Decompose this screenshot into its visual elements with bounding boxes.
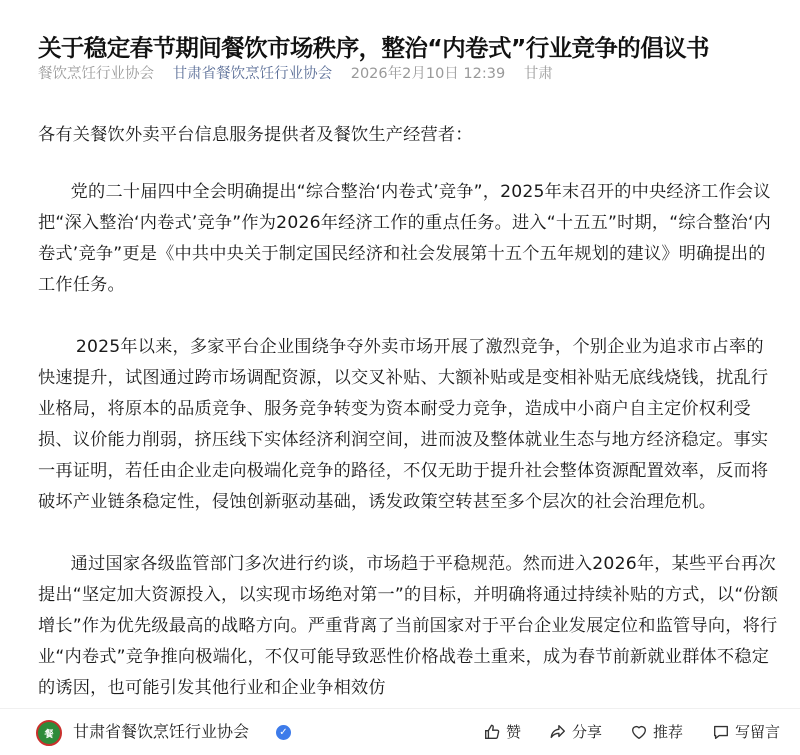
verified-icon: ✓ <box>276 725 291 740</box>
comment-label: 写留言 <box>735 723 781 741</box>
article-meta <box>38 63 567 85</box>
like-label: 赞 <box>506 723 522 741</box>
share-label: 分享 <box>572 723 603 741</box>
comment-button[interactable] <box>712 721 780 743</box>
share-button[interactable] <box>549 721 602 743</box>
article-paragraph-1: 党的二十届四中全会明确提出“综合整治‘内卷式’竞争”，2025年末召开的中央经济工作会议把“深入整治‘内卷式’竞争”作为2026年经济工作的重点任务。进入“十五五”时期，“综合整治‘内卷式’竞争”更是《中共中央关于制定国民经济和社会发展第十五个五年规划的建议》明确提出的工作任务。 <box>38 182 772 295</box>
article-body <box>38 120 780 704</box>
article-paragraph-3: 通过国家各级监管部门多次进行约谈，市场趋于平稳规范。然而进入2026年，某些平台再次提出“坚定加大资源投入，以实现市场绝对第一”的目标，并明确将通过持续补贴的方式，以“份额增长”作为优先级最高的战略方向。严重背离了当前国家对于平台企业发展定位和监管导向，将行业“内卷式”竞争推向极端化，不仅可能导致恶性价格战卷土重来，成为春节前新就业群体不稳定的诱因，也可能引发其他行业和企业争相效仿 <box>38 554 779 698</box>
author-name: 餐饮烹饪行业协会 <box>38 66 154 82</box>
account-logo[interactable]: 餐 <box>36 720 62 746</box>
article-paragraph-2: 2025年以来，多家平台企业围绕争夺外卖市场开展了激烈竞争，个别企业为追求市占率的快速提升，试图通过跨市场调配资源，以交叉补贴、大额补贴或是变相补贴无底线烧钱，扰乱行业格局，将原本的品质竞争、服务竞争转变为资本耐受力竞争，造成中小商户自主定价权利受损、议价能力削弱，挤压线下实体经济利润空间，进而波及整体就业生态与地方经济稳定。事实一再证明，若任由企业走向极端化竞争的路径，不仅无助于提升社会整体资源配置效率，反而将破坏产业链条稳定性，侵蚀创新驱动基础，诱发政策空转甚至多个层次的社会治理危机。 <box>38 337 769 512</box>
share-icon <box>549 723 567 741</box>
article-title: 关于稳定春节期间餐饮市场秩序，整治“内卷式”行业竞争的倡议书 <box>38 33 709 62</box>
recommend-label: 推荐 <box>653 723 684 741</box>
comment-icon <box>712 723 730 741</box>
article-salutation: 各有关餐饮外卖平台信息服务提供者及餐饮生产经营者： <box>38 125 473 145</box>
thumbs-up-icon <box>483 723 501 741</box>
publish-location: 甘肃 <box>523 66 553 82</box>
bottom-action-bar <box>0 708 800 755</box>
account-link[interactable]: 甘肃省餐饮烹饪行业协会 <box>172 66 333 82</box>
publish-datetime: 2026年2月10日 12:39 <box>350 66 506 82</box>
recommend-button[interactable] <box>630 721 683 743</box>
like-button[interactable] <box>483 721 521 743</box>
recommend-icon <box>630 723 648 741</box>
bottom-account-name[interactable]: 甘肃省餐饮烹饪行业协会 <box>73 722 250 741</box>
